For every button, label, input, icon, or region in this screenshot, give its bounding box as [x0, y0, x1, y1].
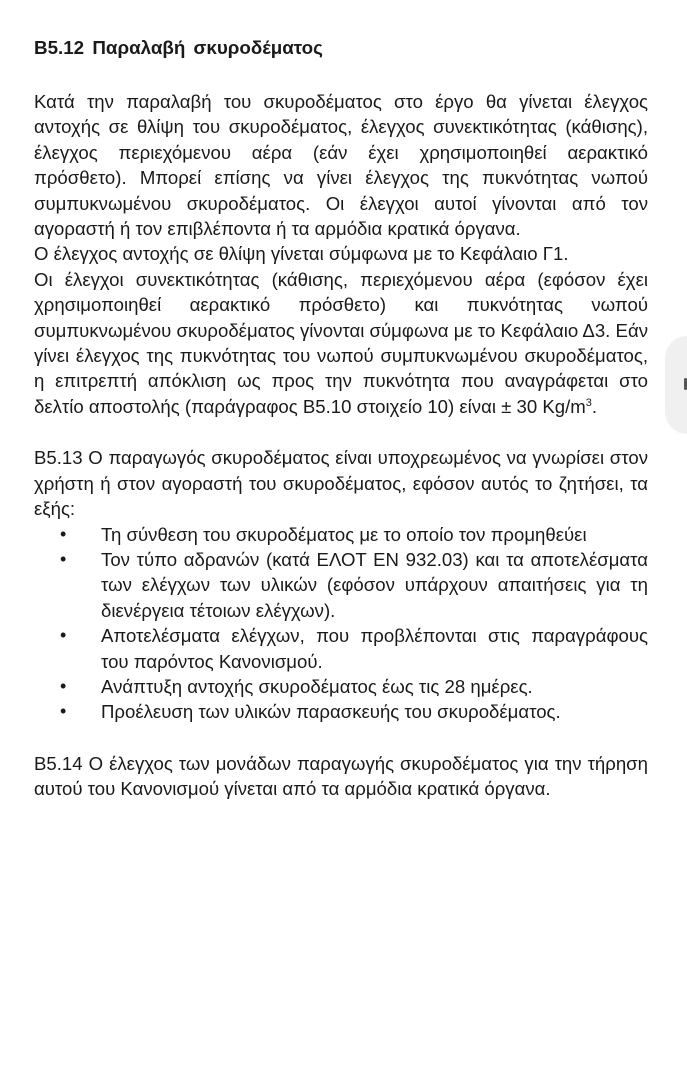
bullet-icon: • [60, 523, 67, 544]
paragraph-consistency-text: Οι έλεγχοι συνεκτικότητας (κάθισης, περιεχόμενου αέρα (εφόσον έχει χρησιμοποιηθεί αερακτικό πρόσθετο) και πυκνότητας νωπού συμπυκνωμένου σκυροδέματος γίνονται σύμφωνα με το Κεφάλαιο Δ3. Εάν γίνει έλεγχος της πυκνότητας του νωπού συμπυκνωμένου σκυροδέματος, η επιτρεπτή απόκλιση ως προς την πυκνότητα που αναγράφεται στο δελτίο αποστολής (παράγραφος Β5.10 στοιχείο 10) είναι ± 30 Kg/m [34, 268, 648, 417]
paragraph-acceptance-tests: Κατά την παραλαβή του σκυροδέματος στο έργο θα γίνεται έλεγχος αντοχής σε θλίψη του σκυροδέματος, έλεγχος συνεκτικότητας (κάθισης), έλεγχος περιεχόμενου αέρα (εάν έχει χρησιμοποιηθεί αερακτικό πρόσθετο). Μπορεί επίσης να γίνει έλεγχος της πυκνότητας νωπού συμπυκνωμένου σκυροδέματος. Οι έλεγχοι αυτοί γίνονται από τον αγοραστή ή τον επιβλέποντα ή τα αρμόδια κρατικά όργανα. [34, 91, 648, 240]
paragraph-compression-test: Ο έλεγχος αντοχής σε θλίψη γίνεται σύμφωνα με το Κεφάλαιο Γ1. [34, 243, 569, 265]
list-item-text: Αποτελέσματα ελέγχων, που προβλέπονται στις παραγράφους του παρόντος Κανονισμού. [101, 625, 648, 672]
bullet-icon: • [60, 548, 67, 569]
bullet-icon: • [60, 701, 67, 722]
list-item-text: Τη σύνθεση του σκυροδέματος με το οποίο τον προμηθεύει [101, 523, 587, 545]
paragraph-producer-obligations: Β5.13 Ο παραγωγός σκυροδέματος είναι υποχρεωμένος να γνωρίσει στον χρήστη ή στον αγοραστή του σκυροδέματος, εφόσον αυτός το ζητήσει, τα εξής: [34, 447, 648, 520]
document-page [34, 36, 648, 802]
list-item [34, 674, 648, 699]
bullet-icon: • [60, 625, 67, 646]
bullet-icon: • [60, 675, 67, 696]
list-item [34, 623, 648, 674]
list-item [34, 522, 648, 547]
section-heading-b5-12: B5.12 Παραλαβή σκυροδέματος [34, 37, 323, 58]
list-item [34, 699, 648, 724]
obligations-list [34, 522, 648, 725]
superscript-cubic: 3 [585, 396, 592, 409]
list-item-text: Προέλευση των υλικών παρασκευής του σκυροδέματος. [101, 701, 561, 723]
list-item-text: Τον τύπο αδρανών (κατά ΕΛΟΤ ΕΝ 932.03) και τα αποτελέσματα των ελέγχων των υλικών (εφόσον υπάρχουν απαιτήσεις για τη διενέργεια τέτοιων ελέγχων). [101, 548, 648, 621]
paragraph-plant-inspection: Β5.14 Ο έλεγχος των μονάδων παραγωγής σκυροδέματος για την τήρηση αυτού του Κανονισμού γίνεται από τα αρμόδια κρατικά όργανα. [34, 752, 648, 800]
list-item-text: Ανάπτυξη αντοχής σκυροδέματος έως τις 28 ημέρες. [101, 675, 533, 697]
paragraph-consistency-tests [34, 267, 648, 419]
paragraph-consistency-end: . [591, 395, 598, 417]
list-item [34, 547, 648, 623]
